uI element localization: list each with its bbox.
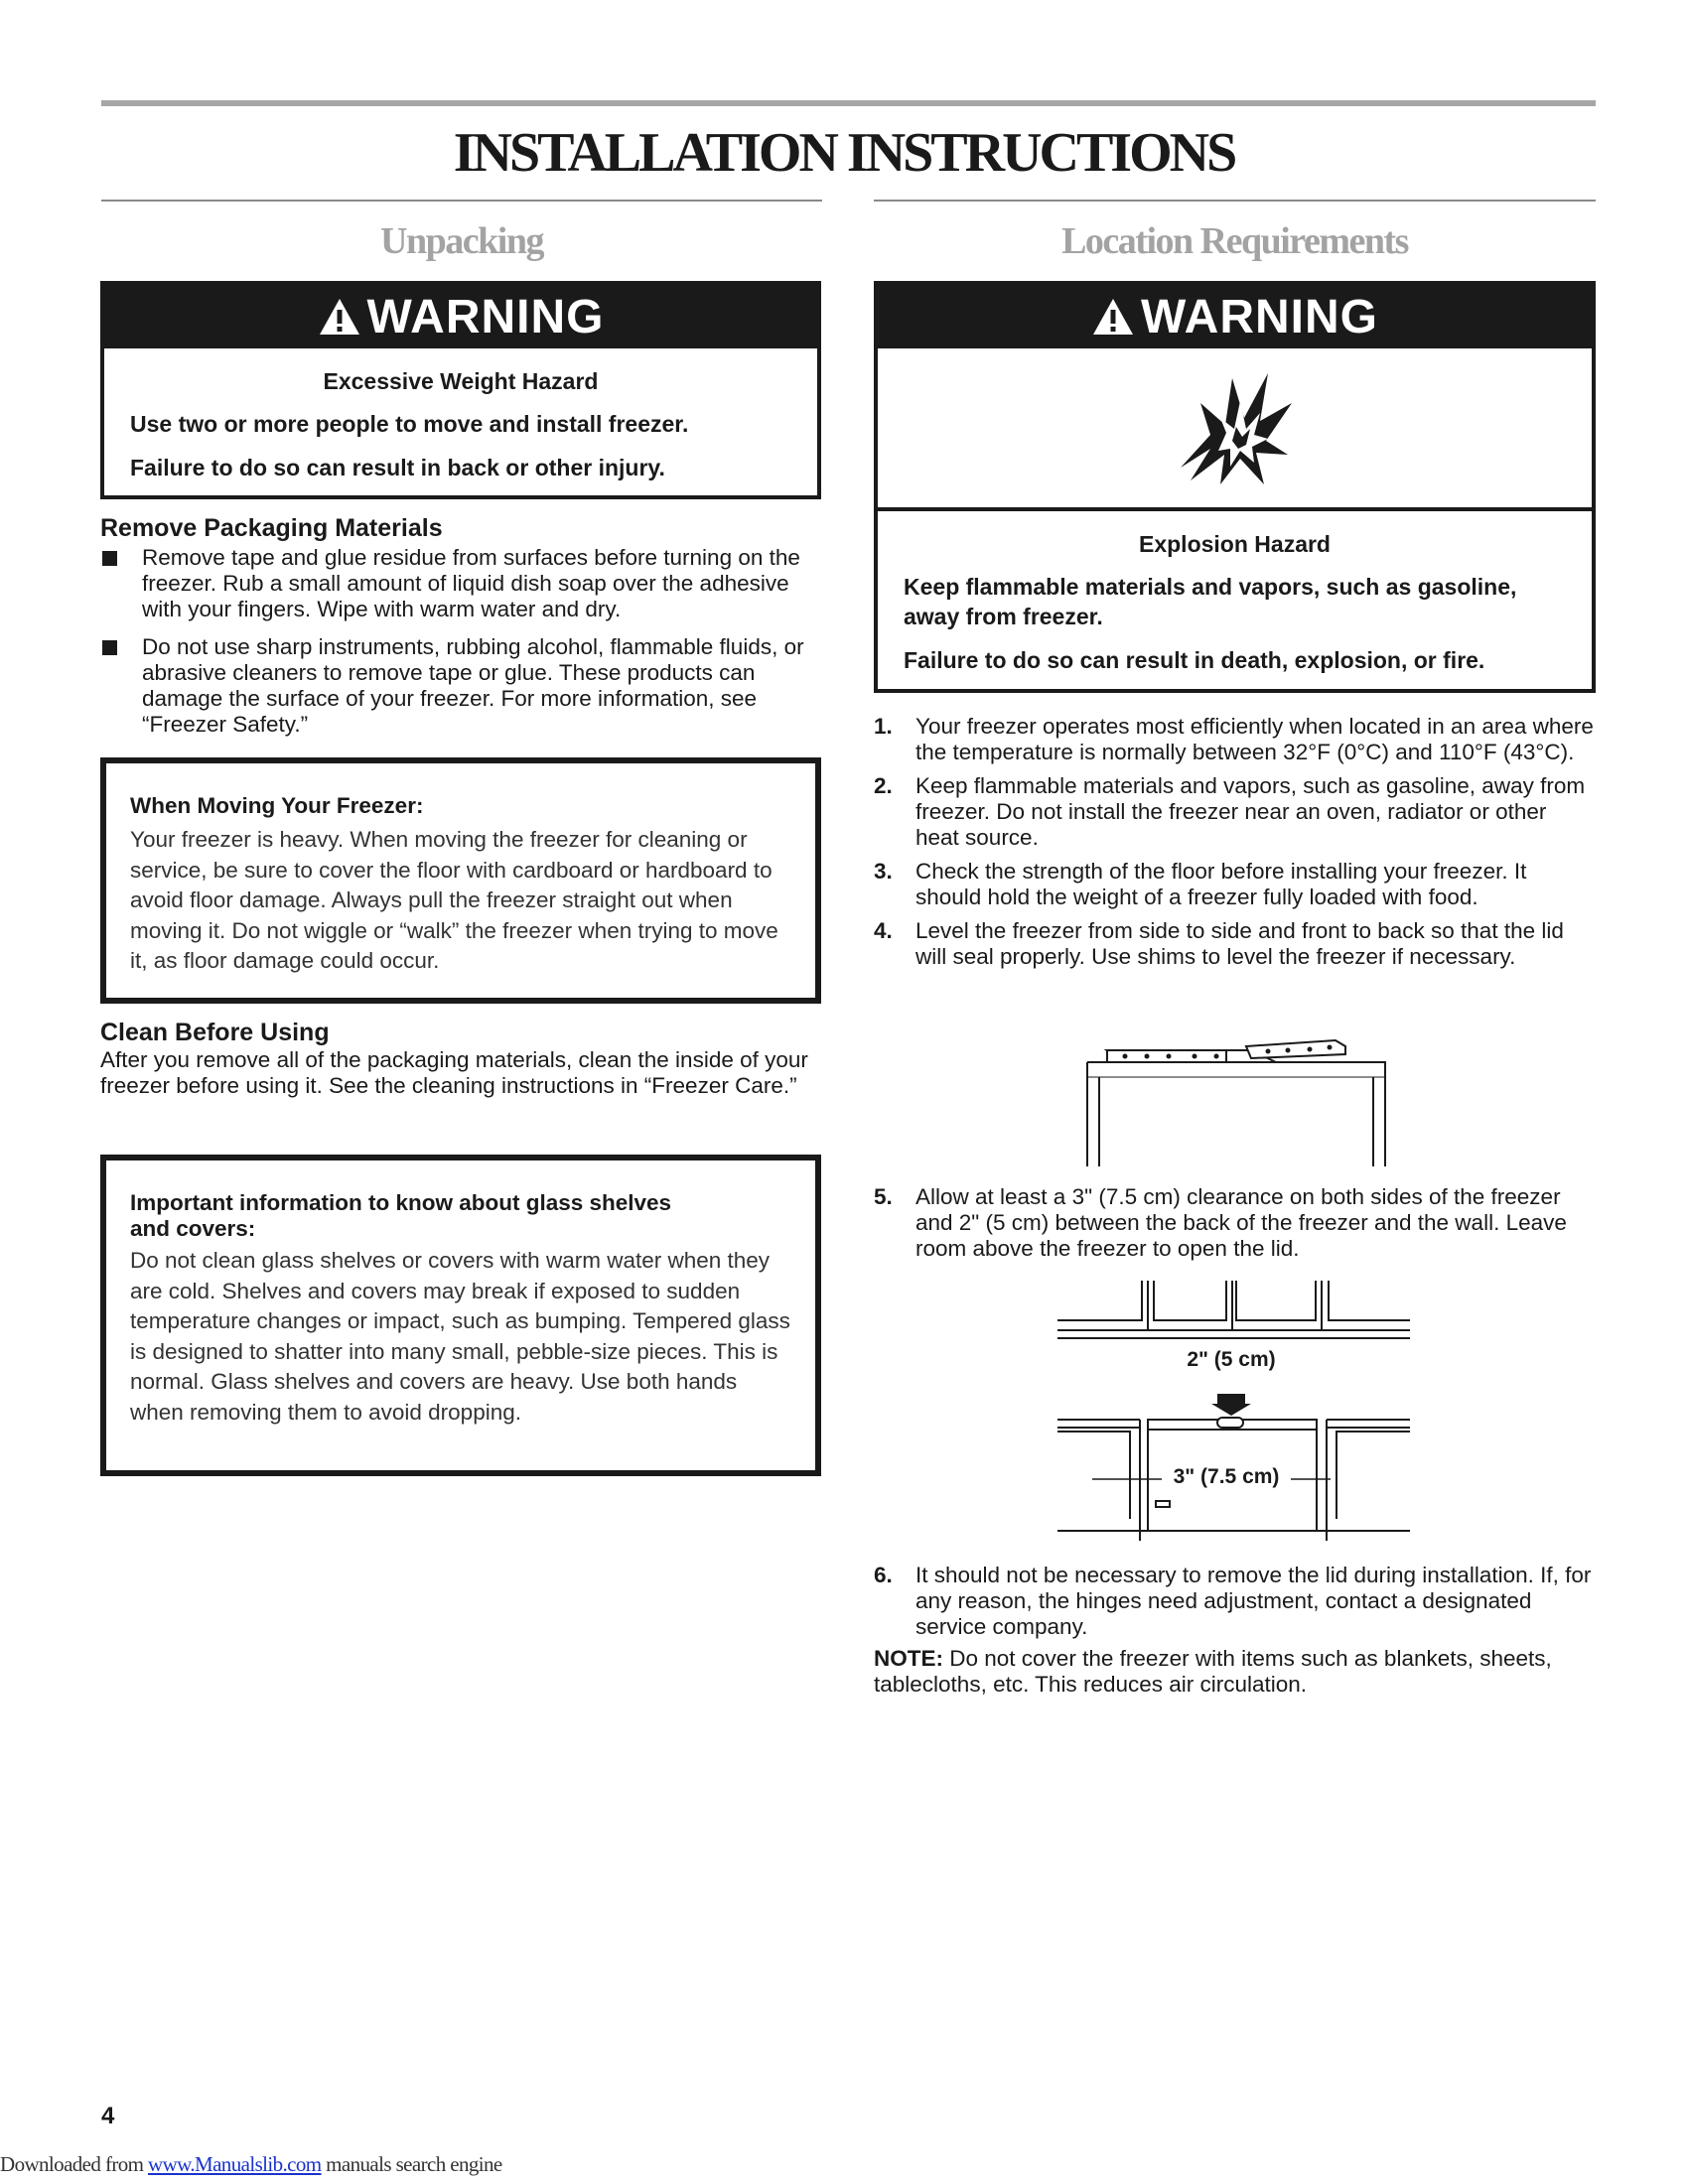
list-item: 4. Level the freezer from side to side and front to back so that the lid will seal properly. Use shims to level the freezer if necessary. bbox=[874, 918, 1564, 969]
warning-line: Keep flammable materials and vapors, such as gasoline, away from freezer. bbox=[904, 574, 1517, 629]
explosion-warning-box bbox=[874, 281, 1596, 693]
page-number: 4 bbox=[101, 2103, 115, 2129]
warning-header bbox=[878, 285, 1592, 348]
page-title: INSTALLATION INSTRUCTIONS bbox=[453, 122, 1235, 184]
manualslib-link[interactable]: www.Manualslib.com bbox=[148, 2152, 322, 2176]
remove-packaging-heading: Remove Packaging Materials bbox=[100, 514, 443, 542]
side-clearance-label: 3" (7.5 cm) bbox=[1162, 1465, 1291, 1489]
note-text: Do not cover the freezer with items such as blankets, sheets, tablecloths, etc. This reduces air circulation. bbox=[874, 1646, 1552, 1697]
step-5 bbox=[874, 1184, 1596, 1270]
glass-box-text: Do not clean glass shelves or covers with warm water when they are cold. Shelves and covers may break if exposed to sudden temperature changes or impact, such as bumping. Tempered glass is designed to shatter into many small, pebble-size pieces. This is normal. Glass shelves and covers are heavy. Use both hands when removing them to avoid dropping. bbox=[130, 1248, 790, 1425]
moving-box-heading: When Moving Your Freezer: bbox=[130, 793, 424, 818]
left-column-rule bbox=[101, 200, 822, 202]
clean-section bbox=[100, 1019, 823, 1099]
bullet-square-icon bbox=[102, 551, 117, 566]
warning-header bbox=[104, 285, 817, 348]
hazard-title: Excessive Weight Hazard bbox=[323, 368, 599, 394]
hazard-title: Explosion Hazard bbox=[1139, 531, 1331, 557]
warning-line: Failure to do so can result in back or other injury. bbox=[130, 455, 665, 480]
warning-label: WARNING bbox=[1141, 290, 1378, 343]
list-item: 5. Allow at least a 3" (7.5 cm) clearance on both sides of the freezer and 2" (5 cm) between the back of the freezer and the wall. Leave room above the freezer to open the lid. bbox=[874, 1184, 1567, 1261]
list-item: 1. Your freezer operates most efficiently when located in an area where the temperature is normally between 32°F (0°C) and 110°F (43°C). bbox=[874, 714, 1594, 764]
clearance-diagram bbox=[1053, 1281, 1415, 1541]
warning-label: WARNING bbox=[366, 290, 605, 343]
moving-box-text: Your freezer is heavy. When moving the freezer for cleaning or service, be sure to cover the floor with cardboard or hardboard to avoid floor damage. Always pull the freezer straight out when moving it. Do not wiggle or “walk” the freezer when trying to move it, as floor damage could occur. bbox=[130, 827, 778, 973]
list-item: 2. Keep flammable materials and vapors, such as gasoline, away from freezer. Do not install the freezer near an oven, radiator or other heat source. bbox=[874, 773, 1586, 850]
location-requirements-title: Location Requirements bbox=[1061, 220, 1408, 262]
download-footer: Downloaded from www.Manualslib.com manuals search engine bbox=[0, 2152, 502, 2176]
list-item: Remove tape and glue residue from surfaces before turning on the freezer. Rub a small amount of liquid dish soap over the adhesive with your fingers. Wipe with warm water and dry. bbox=[100, 545, 823, 622]
note bbox=[874, 1646, 1596, 1698]
explosion-icon bbox=[1171, 363, 1300, 492]
list-item: 6. It should not be necessary to remove the lid during installation. If, for any reason, the hinges need adjustment, contact a designated service company. bbox=[874, 1563, 1592, 1639]
warning-triangle-icon bbox=[318, 297, 361, 337]
warning-line: Use two or more people to move and install freezer. bbox=[130, 411, 689, 437]
remove-packaging-section bbox=[100, 514, 823, 750]
moving-freezer-box bbox=[100, 757, 821, 1004]
list-item: 3. Check the strength of the floor before installing your freezer. It should hold the weight of a freezer fully loaded with food. bbox=[874, 859, 1527, 909]
weight-warning-box bbox=[100, 281, 821, 499]
unpacking-title: Unpacking bbox=[380, 220, 543, 262]
warning-triangle-icon bbox=[1091, 297, 1135, 337]
glass-box-heading: Important information to know about glass shelves and covers: bbox=[130, 1190, 672, 1241]
list-item: Do not use sharp instruments, rubbing alcohol, flammable fluids, or abrasive cleaners to remove tape or glue. These products can damage the surface of your freezer. For more information, see “Freezer Safety.” bbox=[100, 634, 823, 738]
steps-1-4 bbox=[874, 714, 1596, 978]
glass-shelves-box bbox=[100, 1155, 821, 1476]
bullet-square-icon bbox=[102, 640, 117, 655]
clean-heading: Clean Before Using bbox=[100, 1019, 330, 1046]
leveling-illustration bbox=[1077, 1032, 1395, 1166]
step-6-and-note bbox=[874, 1563, 1596, 1698]
warning-line: Failure to do so can result in death, explosion, or fire. bbox=[904, 647, 1485, 673]
right-column-rule bbox=[874, 200, 1596, 202]
top-rule bbox=[101, 100, 1596, 106]
clean-text: After you remove all of the packaging materials, clean the inside of your freezer before using it. See the cleaning instructions in “Freezer Care.” bbox=[100, 1047, 808, 1098]
back-clearance-label: 2" (5 cm) bbox=[1177, 1348, 1286, 1372]
explosion-pictogram bbox=[878, 348, 1592, 511]
note-label: NOTE: bbox=[874, 1646, 943, 1671]
